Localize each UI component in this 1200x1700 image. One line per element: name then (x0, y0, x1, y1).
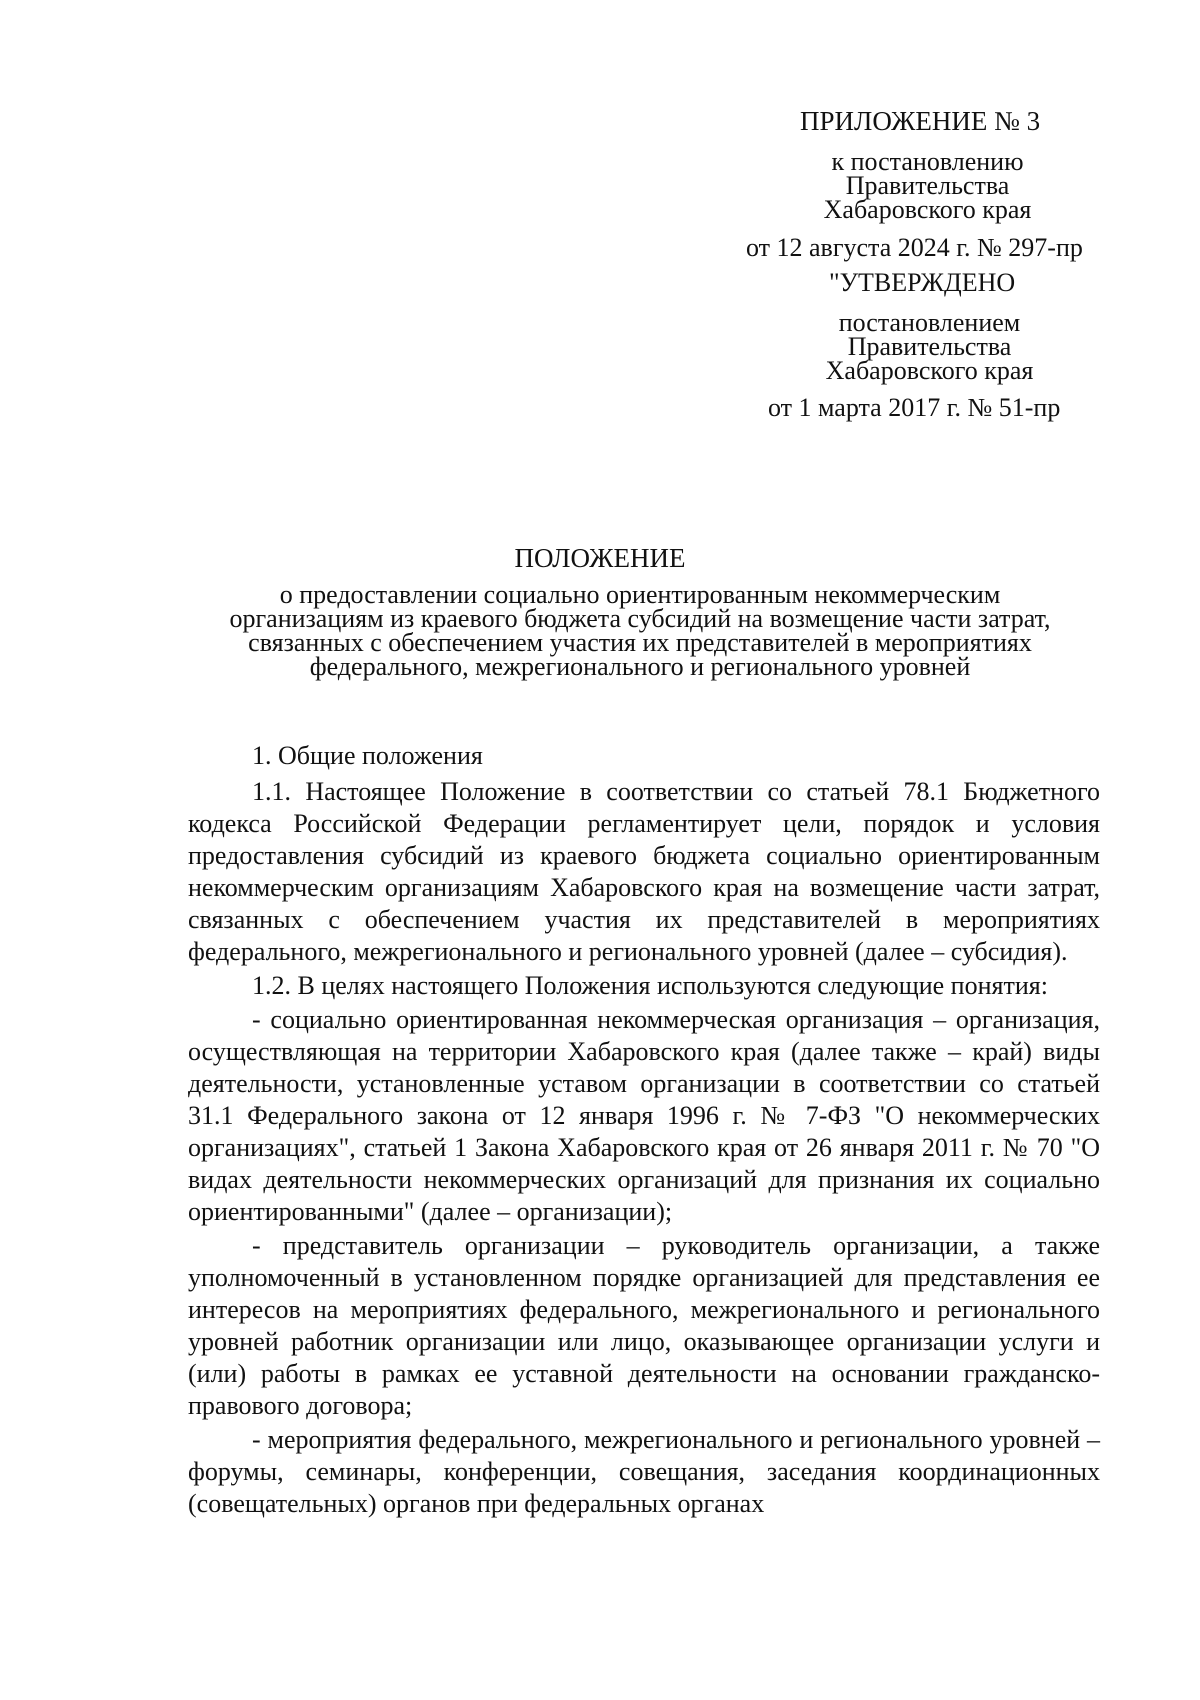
appendix-title: ПРИЛОЖЕНИЕ № 3 (800, 106, 1041, 136)
appendix-date-line: от 12 августа 2024 г. № 297-пр (746, 233, 1083, 262)
document-title: ПОЛОЖЕНИЕ (514, 543, 686, 573)
paragraph-1-2: 1.2. В целях настоящего Положения используются следующие понятия: (252, 971, 1048, 1000)
approved-by-line: Хабаровского края (825, 356, 1034, 385)
document-subtitle (190, 580, 1090, 681)
approved-by-line: постановлением (838, 308, 1021, 337)
appendix-resolution-line: к постановлению (831, 147, 1024, 176)
document-body (188, 740, 1100, 1520)
document-subtitle-line: о предоставлении социально ориентированным некоммерческим (279, 580, 1001, 609)
definition-representative: - представитель организации – руководитель организации, а также уполномоченный в установленном порядке организацией для представления ее интересов на мероприятиях федерального, межрегионального и регионального уровней работник организации или лицо, оказывающее организации услуги и (или) работы в рамках ее уставной деятельности на основании гражданско-правового договора; (188, 1231, 1100, 1420)
document-subtitle-line: организациям из краевого бюджета субсидий на возмещение части затрат, (229, 604, 1051, 633)
approved-label: "УТВЕРЖДЕНО (829, 268, 1016, 297)
document-subtitle-line: связанных с обеспечением участия их представителей в мероприятиях (248, 628, 1032, 657)
approved-by-block (812, 308, 1047, 385)
appendix-resolution-line: Правительства (845, 171, 1010, 200)
approved-by-line: Правительства (847, 332, 1012, 361)
section-heading: 1. Общие положения (252, 741, 483, 770)
appendix-resolution-block (810, 147, 1045, 224)
appendix-resolution-line: Хабаровского края (823, 195, 1032, 224)
paragraph-1-1: 1.1. Настоящее Положение в соответствии со статьей 78.1 Бюджетного кодекса Российской Федерации регламентирует цели, порядок и условия предоставления субсидий из краевого бюджета социально ориентированным некоммерческим организациям Хабаровского края на возмещение части затрат, связанных с обеспечением участия их представителей в мероприятиях федерального, межрегионального и регионального уровней (далее – субсидия). (188, 777, 1100, 966)
approved-date-line: от 1 марта 2017 г. № 51-пр (768, 393, 1061, 422)
definition-sono: - социально ориентированная некоммерческая организация – организация, осуществляющая на территории Хабаровского края (далее также – край) виды деятельности, установленные уставом организации в соответствии со статьей 31.1 Федерального закона от 12 января 1996 г. № 7-ФЗ "О некоммерческих организациях", статьей 1 Закона Хабаровского края от 26 января 2011 г. № 70 "О видах деятельности некоммерческих организаций для признания их социально ориентированными" (далее – организации); (188, 1005, 1100, 1226)
document-subtitle-line: федерального, межрегионального и регионального уровней (309, 652, 971, 681)
definition-events: - мероприятия федерального, межрегионального и регионального уровней – форумы, семинары, конференции, совещания, заседания координационных (совещательных) органов при федеральных органах (188, 1425, 1100, 1518)
